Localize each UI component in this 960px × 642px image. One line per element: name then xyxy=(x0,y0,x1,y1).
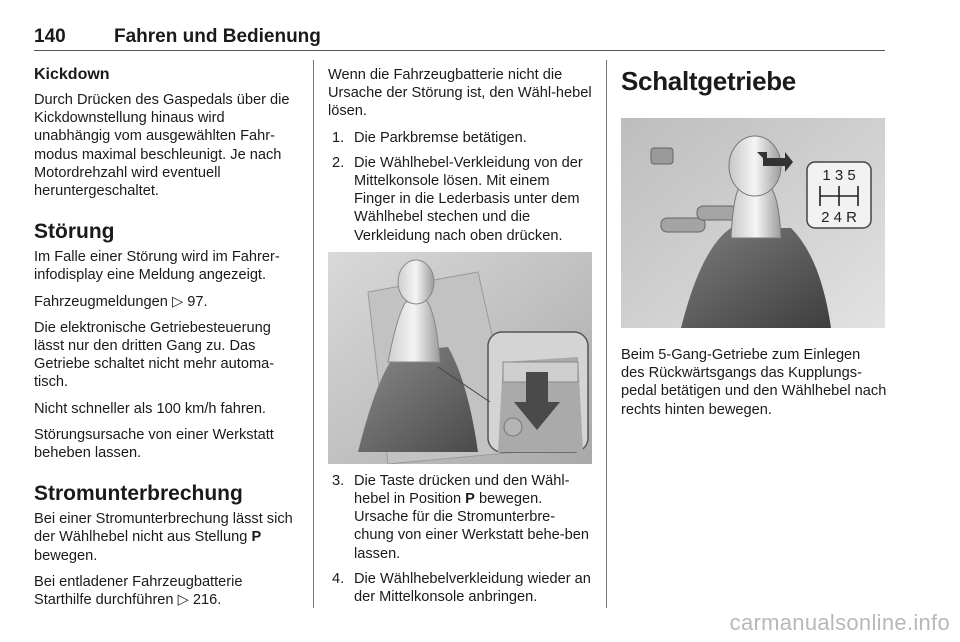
step-number: 1. xyxy=(332,129,345,146)
column-divider-2 xyxy=(606,60,607,608)
page-number: 140 xyxy=(34,26,66,47)
left-column xyxy=(34,66,300,617)
stoerung-paragraph-2 xyxy=(34,293,300,311)
stoerung-ref-text: Fahrzeugmeldungen xyxy=(34,293,168,310)
gear-pattern-top-label: 1 3 5 xyxy=(822,167,856,184)
strom-paragraph-2 xyxy=(34,573,300,609)
column-divider-1 xyxy=(313,60,314,608)
stoerung-heading: Störung xyxy=(34,220,115,244)
kickdown-heading: Kickdown xyxy=(34,66,110,83)
step-text: Die Wählhebel-Verkleidung von der Mittelkonsole lösen. Mit einem Finger in die Lederbasis unter dem Wählhebel stechen und die Verkleidung nach oben drücken. xyxy=(354,154,583,244)
position-p-label: P xyxy=(465,491,475,508)
step-number: 2. xyxy=(332,154,345,171)
step-text: Die Parkbremse betätigen. xyxy=(354,129,527,146)
page-reference-icon: ▷ xyxy=(177,592,189,609)
manual-gearbox-illustration xyxy=(621,118,885,328)
step-number: 4. xyxy=(332,570,345,587)
step-2 xyxy=(328,154,594,245)
step3-text-post: bewegen. Ursache für die Stromunterbre-chung von einer Werkstatt behe-ben lassen. xyxy=(354,491,589,562)
intro-paragraph: Wenn die Fahrzeugbatterie nicht die Ursache der Störung ist, den Wähl-hebel lösen. xyxy=(328,67,592,120)
schaltgetriebe-paragraph: Beim 5-Gang-Getriebe zum Einlegen des Rückwärtsgangs das Kupplungs-pedal betätigen und den Wählhebel nach rechts hinten bewegen. xyxy=(621,347,887,418)
page-title: Fahren und Bedienung xyxy=(114,26,321,47)
right-column xyxy=(621,66,887,427)
schaltgetriebe-heading: Schaltgetriebe xyxy=(621,66,796,96)
strom-ref-page: 216. xyxy=(192,592,222,609)
step-1 xyxy=(328,129,594,147)
strom-ref-text: Bei entladener Fahrzeugbatterie Starthilfe durchführen xyxy=(34,573,243,609)
page-reference-icon: ▷ xyxy=(171,293,184,310)
stoerung-paragraph-4: Nicht schneller als 100 km/h fahren. xyxy=(34,400,266,417)
step-4 xyxy=(328,570,594,606)
selector-lever-illustration xyxy=(328,252,592,464)
stoerung-ref-page: 97. xyxy=(187,293,208,310)
step3-text-pre: Die Taste drücken und den Wähl-hebel in Position xyxy=(354,472,570,508)
strom-text-post: bewegen. xyxy=(34,547,98,564)
strom-paragraph-1 xyxy=(34,510,300,565)
stoerung-paragraph-5: Störungsursache von einer Werkstatt beheben lassen. xyxy=(34,426,274,462)
stoerung-paragraph-3: Die elektronische Getriebesteuerung lässt nur den dritten Gang zu. Das Getriebe schaltet nicht mehr automa-tisch. xyxy=(34,319,275,391)
footer-watermark: carmanualsonline.info xyxy=(729,610,950,635)
stromunterbrechung-heading: Stromunterbrechung xyxy=(34,482,243,506)
header-rule xyxy=(34,50,885,51)
stoerung-paragraph-1: Im Falle einer Störung wird im Fahrer-infodisplay eine Meldung angezeigt. xyxy=(34,249,280,284)
strom-text-pre: Bei einer Stromunterbrechung lässt sich der Wählhebel nicht aus Stellung xyxy=(34,511,293,546)
gear-pattern-bottom-label: 2 4 R xyxy=(821,209,857,226)
step-text xyxy=(354,472,594,563)
step-number: 3. xyxy=(332,472,345,489)
step-3 xyxy=(328,472,594,563)
kickdown-paragraph: Durch Drücken des Gaspedals über die Kickdownstellung hinaus wird unabhängig vom ausgewählten Fahr-modus maximal beschleunigt. Je nach Motordrehzahl wird eventuell heruntergeschaltet. xyxy=(34,92,290,200)
step-text: Die Wählhebelverkleidung wieder an der Mittelkonsole anbringen. xyxy=(354,570,591,606)
position-p-label: P xyxy=(251,529,262,546)
middle-column xyxy=(328,66,594,613)
